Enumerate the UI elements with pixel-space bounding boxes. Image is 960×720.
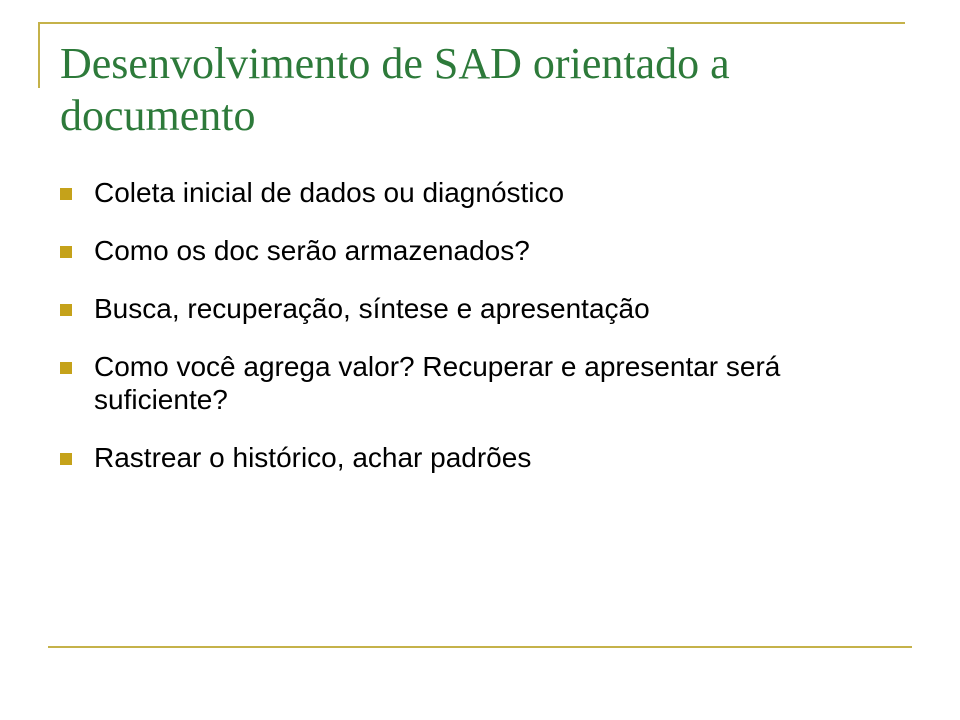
square-bullet-icon <box>60 246 72 258</box>
bullet-item <box>60 234 900 267</box>
square-bullet-icon <box>60 304 72 316</box>
bullet-item <box>60 292 900 325</box>
bullet-text: Como você agrega valor? Recuperar e apresentar será suficiente? <box>94 351 781 415</box>
bullet-text: Rastrear o histórico, achar padrões <box>94 442 532 473</box>
slide-title: Desenvolvimento de SAD orientado a documento <box>60 39 730 140</box>
square-bullet-icon <box>60 362 72 374</box>
square-bullet-icon <box>60 188 72 200</box>
bullet-item <box>60 176 900 209</box>
bullet-text: Coleta inicial de dados ou diagnóstico <box>94 177 565 208</box>
bullet-item <box>60 441 900 474</box>
bullet-list <box>60 176 900 499</box>
accent-line-left <box>38 22 40 88</box>
accent-line-bottom <box>48 646 912 648</box>
accent-line-top <box>38 22 905 24</box>
bullet-text: Busca, recuperação, síntese e apresentação <box>94 293 650 324</box>
square-bullet-icon <box>60 453 72 465</box>
bullet-item <box>60 350 900 416</box>
bullet-text: Como os doc serão armazenados? <box>94 235 530 266</box>
